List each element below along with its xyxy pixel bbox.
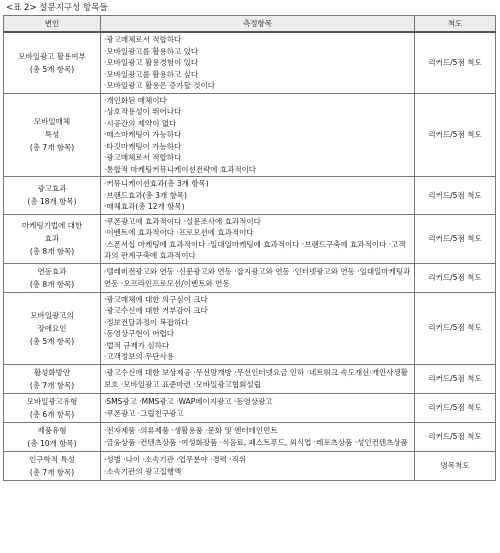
measurement-item: ·법적 규제가 심하다 [104, 340, 170, 350]
variable-line: 모바일광고 활용여부 [18, 51, 86, 61]
items-cell [101, 32, 415, 93]
variable-line: 제품유형 [37, 425, 67, 435]
measurement-item: ·동영상구현이 어렵다 [104, 329, 174, 338]
variable-line: (총 8개 항목) [29, 279, 75, 289]
measurement-item: ·광고매체로서 적합하다 [104, 35, 182, 44]
items-cell [101, 393, 415, 422]
variable-cell [4, 177, 101, 215]
measurement-item: ·쿠폰광고에 효과적이다 ·설문조사에 효과적이다 [104, 216, 261, 226]
table-header-row [4, 16, 496, 33]
variable-line: 마케팅기법에 대한 [21, 221, 83, 230]
variable-line: 효과 [44, 234, 60, 243]
variable-line: 특성 [44, 130, 60, 140]
scale-cell: 리커드/5점 척도 [415, 93, 496, 177]
scale-cell: 리커드/5점 척도 [415, 292, 496, 364]
scale-cell: 리커드/5점 척도 [415, 393, 496, 422]
measurement-item: ·금융상품 ·컨텐츠상품 ·여성화장품 ·식음료, 패스트푸드, 외식업 ·레포츠상품 ·성인컨텐츠상품 [104, 437, 408, 447]
scale-cell: 명목척도 [415, 451, 496, 480]
variable-line: (총 7개 항목) [29, 380, 75, 390]
variable-line: (총 10개 항목) [27, 438, 77, 448]
variable-cell [4, 364, 101, 393]
measurement-item: ·모바일광고를 활용하고 싶다 [104, 69, 199, 79]
scale-cell: 리커드/5점 척도 [415, 364, 496, 393]
header-items: 측정항목 [101, 16, 415, 33]
items-cell [101, 422, 415, 451]
measurement-item: ·모바일광고를 활용하고 있다 [104, 46, 199, 56]
items-cell [101, 93, 415, 177]
measurement-item: ·브랜드효과(총 3개 항목) [104, 190, 187, 200]
measurement-item: ·소속기관의 광고집행액 [104, 466, 182, 476]
variable-line: (총 7개 항목) [29, 467, 75, 477]
measurement-item: ·이벤트에 효과적이다 ·프로모션에 효과적이다 [104, 228, 254, 237]
measurement-item: ·시공간의 제약이 없다 [104, 118, 177, 128]
measurement-item: ·커뮤니케이션효과(총 3개 항목) [104, 179, 209, 188]
table-row [4, 214, 496, 263]
measurement-item: ·모바일광고 활용은 증가할 것이다 [104, 81, 215, 90]
measurement-item: ·매체효과(총 12개 항목) [104, 202, 185, 211]
measurement-item: ·모바일광고 활용경험이 있다 [104, 58, 199, 67]
measurement-item: ·광고매체로서 적합하다 [104, 153, 182, 162]
variable-line: (총 5개 항목) [29, 336, 75, 346]
table-body [4, 32, 496, 480]
items-cell [101, 292, 415, 364]
measurement-item: ·매스마케팅이 가능하다 [104, 130, 182, 139]
variable-line: 장애요인 [37, 323, 67, 333]
measurement-item: ·개인화된 매체이다 [104, 95, 167, 105]
variable-line: (총 8개 항목) [29, 247, 75, 256]
scale-cell: 리커드/5점 척도 [415, 214, 496, 263]
variable-line: 연동효과 [37, 266, 67, 276]
items-cell [101, 177, 415, 215]
measurement-item: ·정보전달과정이 복잡하다 [104, 317, 189, 327]
variable-line: 인구학적 특성 [29, 454, 75, 464]
table-row [4, 451, 496, 480]
measurement-item: ·광고매체에 대한 의구심이 크다 [104, 294, 208, 304]
variable-line: (총 5개 항목) [29, 64, 75, 74]
table-row [4, 263, 496, 292]
table-row [4, 364, 496, 393]
variable-cell [4, 32, 101, 93]
variable-cell [4, 292, 101, 364]
variable-line: 모바일매체 [33, 117, 71, 127]
measurement-item: ·상호작용성이 뛰어나다 [104, 107, 182, 116]
variable-line: 모바일광고유형 [26, 396, 78, 406]
measurement-item: ·성별 ·나이 ·소속기관 ·업무분야 ·경력 ·직위 [104, 455, 247, 464]
items-cell [101, 364, 415, 393]
table-row [4, 422, 496, 451]
variable-cell [4, 422, 101, 451]
variable-line: 광고효과 [37, 184, 67, 194]
table-row [4, 93, 496, 177]
table-caption: <표 2> 설문지구성 항목들 [6, 3, 108, 13]
variable-cell [4, 393, 101, 422]
items-cell [101, 451, 415, 480]
variable-cell [4, 263, 101, 292]
variable-cell [4, 93, 101, 177]
scale-cell: 리커드/5점 척도 [415, 177, 496, 215]
measurement-item: ·전자제품 ·의류제품 ·생활용품 ·문화 및 엔터테인먼트 [104, 426, 278, 435]
variable-line: 모바일광고의 [30, 310, 74, 320]
measurement-item: ·광고수신에 대한 보상제공 ·무선망개방 ·무선인터넷요금 인하 ·네트워크 속도개선·개인사생활보호 ·모바일광고 표준마련 ·모바일광고협회설립 [104, 368, 408, 389]
variable-line: (총 18개 항목) [27, 197, 77, 207]
scale-cell: 리커드/5점 척도 [415, 263, 496, 292]
measurement-item: ·광고수신에 대한 거부감이 크다 [104, 306, 208, 315]
survey-items-table [3, 15, 496, 481]
variable-line: (총 6개 항목) [29, 409, 75, 419]
measurement-item: ·타깃마케팅이 가능하다 [104, 141, 182, 151]
measurement-item: ·스폰서십 마케팅에 효과적이다 ·일대일마케팅에 효과적이다 ·브랜드구축에 효과적이다 ·고객과의 관계구축에 효과적이다 [104, 239, 406, 260]
measurement-item: ·통합적 마케팅커뮤니케이션전략에 효과적이다 [104, 164, 257, 174]
table-row [4, 177, 496, 215]
table-row [4, 292, 496, 364]
scale-cell: 리커드/5점 척도 [415, 32, 496, 93]
items-cell [101, 214, 415, 263]
measurement-item: ·고객정보의 무단사용 [104, 352, 174, 361]
scale-cell: 리커드/5점 척도 [415, 422, 496, 451]
variable-line: 활성화방안 [33, 367, 71, 377]
variable-cell [4, 451, 101, 480]
measurement-item: ·쿠폰광고 ·그립친구광고 [104, 408, 184, 418]
items-cell [101, 263, 415, 292]
table-row [4, 393, 496, 422]
variable-line: (총 7개 항목) [29, 143, 75, 153]
variable-cell [4, 214, 101, 263]
measurement-item: ·SMS광고 ·MMS광고 ·WAP페이지광고 ·동영상광고 [104, 397, 273, 406]
table-row [4, 32, 496, 93]
header-variable: 변인 [4, 16, 101, 33]
measurement-item: ·텔레비전광고와 연동 ·신문광고와 연동 ·잡지광고와 연동 ·인터넷광고와 연동 ·일대일마케팅과 연동 ·오프라인프로모션/이벤트와 연동 [104, 267, 411, 288]
header-scale: 척도 [415, 16, 496, 33]
